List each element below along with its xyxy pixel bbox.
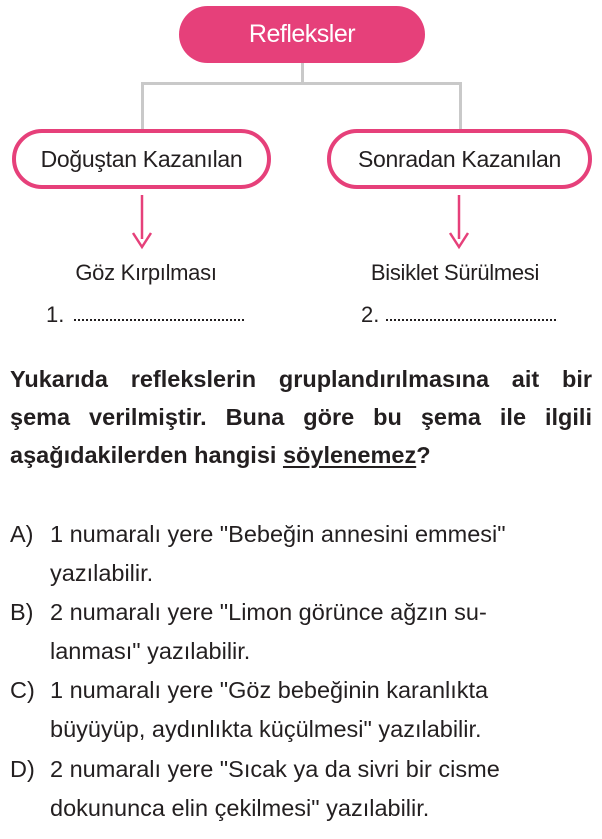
option-letter: B): [10, 599, 34, 625]
option-text: 2 numaralı yere "Sıcak ya da sivri bir cisme: [50, 756, 500, 782]
arrow-down-icon: [130, 195, 154, 251]
question-mark: ?: [416, 442, 431, 468]
question-emphasis: söylenemez: [282, 442, 417, 468]
category-node-sonradan: [327, 129, 592, 189]
option-text: 1 numaralı yere "Göz bebeğinin karanlıkta: [50, 677, 489, 703]
option-letter: C): [10, 677, 35, 703]
question-text: [10, 360, 592, 474]
option-d[interactable]: [10, 750, 592, 828]
example-left: Göz Kırpılması: [75, 260, 217, 285]
option-text-cont: büyüyüp, aydınlıkta küçülmesi" yazılabilir.: [50, 716, 482, 742]
option-b[interactable]: [10, 593, 592, 671]
root-connector-line: [301, 63, 304, 83]
branch-left-line: [141, 82, 144, 130]
option-a[interactable]: [10, 515, 592, 593]
option-text-cont: dokununca elin çekilmesi" yazılabilir.: [50, 795, 430, 821]
blank-line-1: [74, 319, 244, 321]
option-text-cont: lanması" yazılabilir.: [50, 638, 251, 664]
option-letter: D): [10, 756, 35, 782]
example-right: Bisiklet Sürülmesi: [370, 260, 540, 285]
option-text-cont: yazılabilir.: [50, 560, 154, 586]
option-letter: A): [10, 521, 34, 547]
category-node-dogustan: [12, 129, 271, 189]
root-node-label: Refleksler: [248, 20, 356, 48]
arrow-down-icon: [447, 195, 471, 251]
category-label-dogustan: Doğuştan Kazanılan: [40, 145, 243, 172]
option-text: 1 numaralı yere "Bebeğin annesini emmesi": [50, 521, 506, 547]
branch-horizontal-line: [141, 82, 462, 85]
root-node-refleksler: [179, 6, 425, 63]
question-stem: Yukarıda reflekslerin gruplandırılmasına ait bir şema verilmiştir. Buna göre bu şema ile ilgili aşağıdakilerden hangisi: [10, 366, 592, 468]
blank-number-2: 2.: [361, 302, 380, 327]
branch-right-line: [459, 82, 462, 130]
blank-number-1: 1.: [46, 302, 65, 327]
category-label-sonradan: Sonradan Kazanılan: [357, 145, 562, 172]
option-c[interactable]: [10, 671, 592, 749]
blank-line-2: [386, 319, 556, 321]
option-text: 2 numaralı yere "Limon görünce ağzın su-: [50, 599, 487, 625]
